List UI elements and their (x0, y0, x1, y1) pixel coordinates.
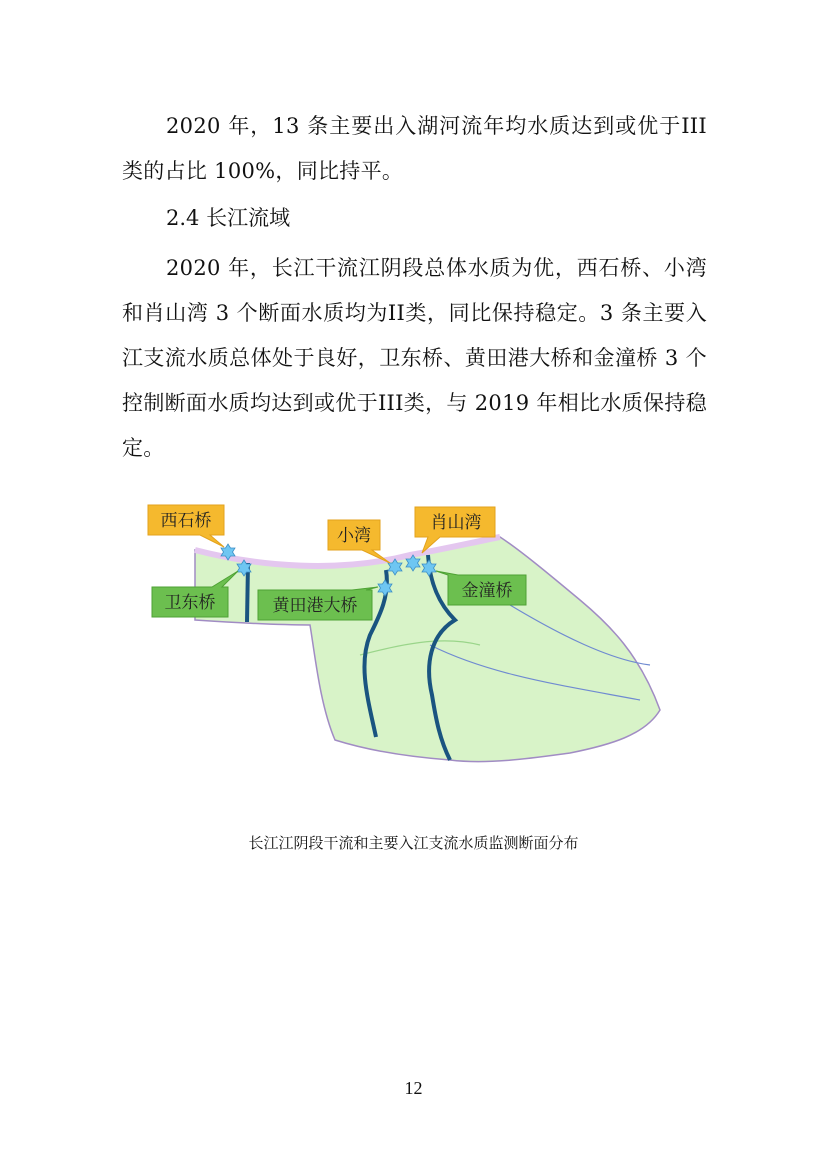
monitoring-section-map (140, 495, 670, 805)
label-xishiqiao (148, 505, 224, 547)
paragraph-lake-rivers: 2020 年，13 条主要出入湖河流年均水质达到或优于III类的占比 100%，同比持平。 (122, 114, 707, 183)
label-xiaowan (328, 520, 390, 563)
label-jintongqiao (436, 571, 526, 605)
page-number: 12 (404, 1078, 423, 1098)
label-huangtiangang-text: 黄田港大桥 (272, 596, 358, 616)
label-huangtiangang (258, 587, 378, 620)
section-heading: 2.4 长江流域 (166, 206, 291, 230)
label-xishiqiao-text: 西石桥 (160, 511, 212, 531)
label-jintongqiao-text: 金潼桥 (461, 581, 513, 601)
paragraph-yangtze: 2020 年，长江干流江阴段总体水质为优，西石桥、小湾和肖山湾 3 个断面水质均为II类，同比保持稳定。3 条主要入江支流水质总体处于良好，卫东桥、黄田港大桥和金潼桥 3 个控制断面水质均达到或优于III类，与 2019 年相比水质保持稳定。 (122, 256, 707, 460)
label-xiaowan-text: 小湾 (337, 526, 371, 546)
figure-caption: 长江江阴段干流和主要入江支流水质监测断面分布 (248, 834, 579, 852)
label-weidongqiao-text: 卫东桥 (164, 593, 216, 613)
label-xiaoshanwan-text: 肖山湾 (430, 513, 482, 533)
